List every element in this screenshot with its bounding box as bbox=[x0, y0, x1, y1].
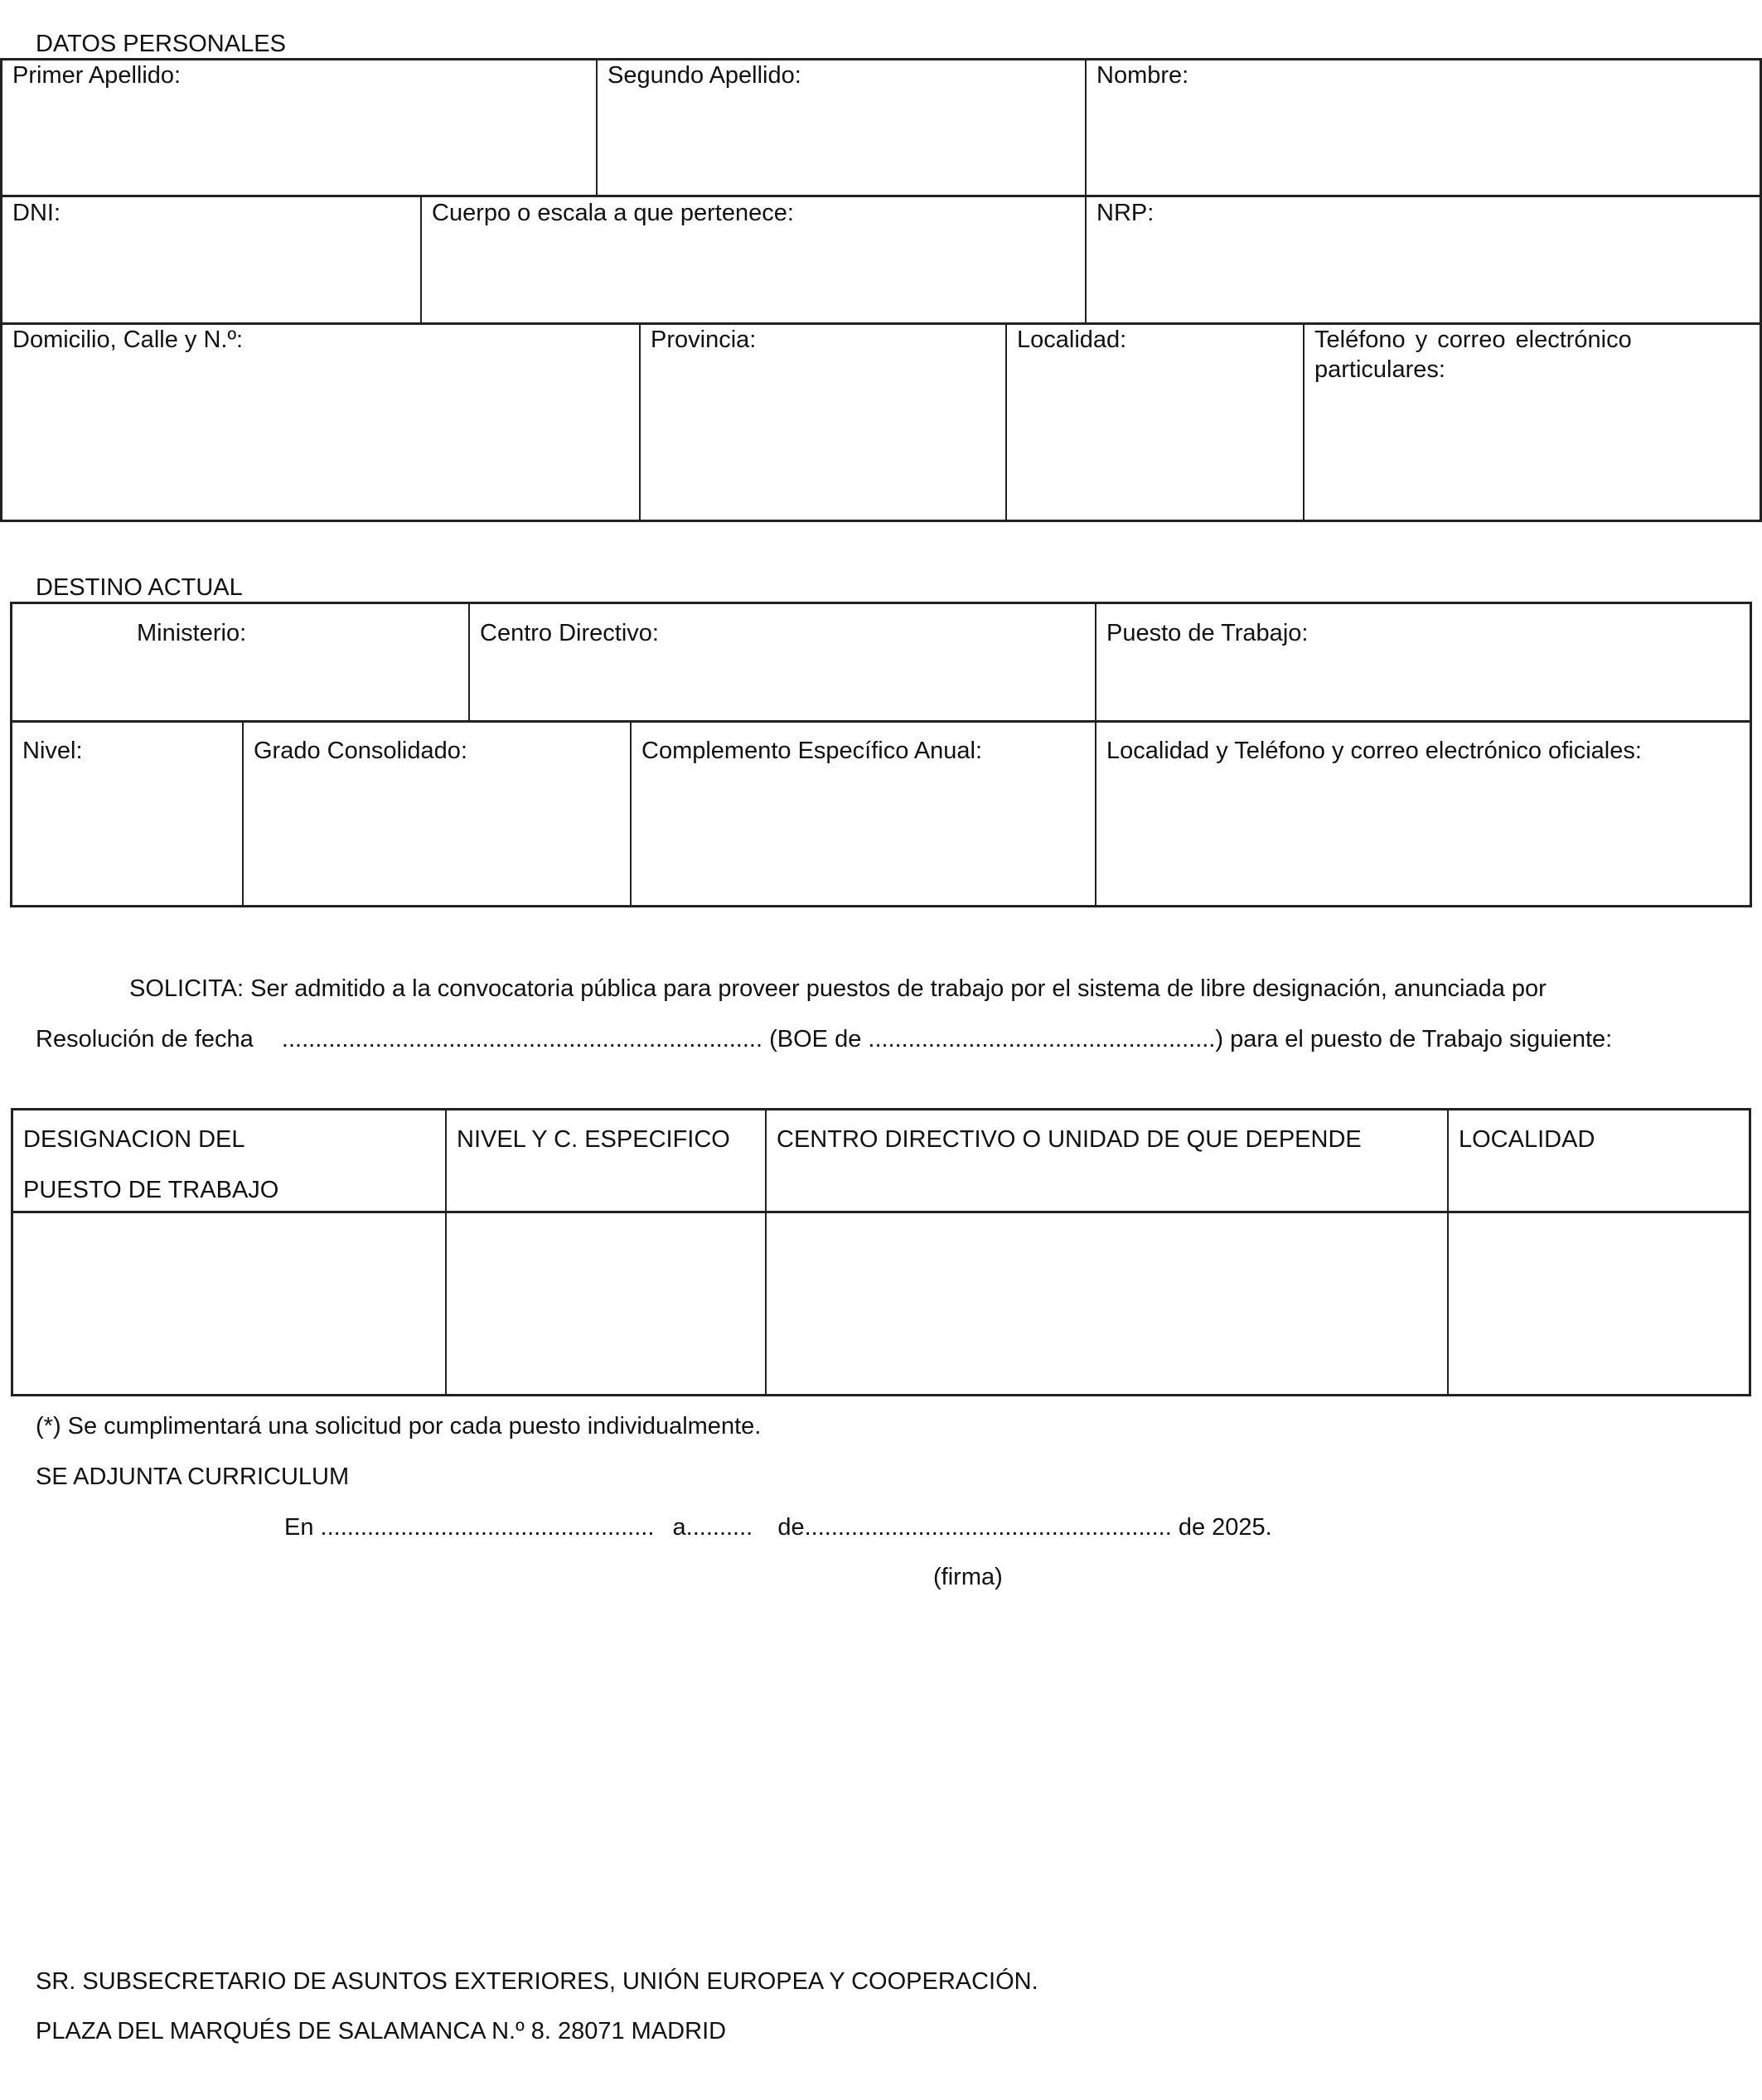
addressee-line-2: PLAZA DEL MARQUÉS DE SALAMANCA N.º 8. 28071 MADRID bbox=[36, 2018, 727, 2044]
puesto-trabajo-field[interactable] bbox=[1096, 604, 1750, 720]
column-header-nivel bbox=[447, 1110, 765, 1211]
firma-label: (firma) bbox=[933, 1564, 1003, 1590]
signature-place-date-line bbox=[284, 1513, 1272, 1541]
nivel-field[interactable] bbox=[12, 723, 242, 905]
centro-directivo-label: Centro Directivo: bbox=[480, 620, 659, 646]
nivel-especifico-input[interactable] bbox=[447, 1213, 765, 1394]
addressee-line-1: SR. SUBSECRETARIO DE ASUNTOS EXTERIORES, UNIÓN EUROPEA Y COOPERACIÓN. bbox=[36, 1968, 1038, 1995]
column-header-centro-directivo bbox=[767, 1110, 1447, 1211]
column-header-centro-directivo-label: CENTRO DIRECTIVO O UNIDAD DE QUE DEPENDE bbox=[777, 1126, 1362, 1153]
provincia-field[interactable] bbox=[641, 325, 1005, 520]
column-header-nivel-label: NIVEL Y C. ESPECIFICO bbox=[457, 1126, 730, 1153]
segundo-apellido-label: Segundo Apellido: bbox=[608, 62, 801, 89]
solicita-line-2 bbox=[36, 1025, 1612, 1053]
column-header-designacion-line1: DESIGNACION DEL bbox=[23, 1126, 245, 1153]
column-header-localidad bbox=[1449, 1110, 1749, 1211]
provincia-label: Provincia: bbox=[651, 327, 757, 353]
solicita-line-1: SOLICITA: Ser admitido a la convocatoria pública para proveer puestos de trabajo por el sistema de libre designación, anunciada por bbox=[129, 975, 1547, 1002]
dni-field[interactable] bbox=[2, 197, 420, 322]
cuerpo-escala-field[interactable] bbox=[422, 197, 1085, 322]
boe-label: (BOE de bbox=[769, 1026, 862, 1052]
year-text: de 2025. bbox=[1178, 1514, 1272, 1541]
designacion-puesto-input[interactable] bbox=[13, 1213, 445, 1394]
resolucion-fecha-label: Resolución de fecha bbox=[36, 1026, 254, 1052]
domicilio-label: Domicilio, Calle y N.º: bbox=[12, 327, 244, 353]
complemento-especifico-label: Complemento Específico Anual: bbox=[641, 738, 983, 764]
centro-directivo-unidad-input[interactable] bbox=[767, 1213, 1447, 1394]
puesto-trabajo-label: Puesto de Trabajo: bbox=[1106, 620, 1309, 646]
domicilio-field[interactable] bbox=[2, 325, 639, 520]
lugar-input[interactable]: .................................................. bbox=[320, 1514, 655, 1541]
column-header-designacion-line2: PUESTO DE TRABAJO bbox=[23, 1177, 279, 1203]
complemento-especifico-field[interactable] bbox=[632, 723, 1095, 905]
telefono-correo-field[interactable] bbox=[1305, 325, 1760, 520]
section-title-datos-personales: DATOS PERSONALES bbox=[36, 31, 286, 57]
dia-input[interactable]: a.......... bbox=[672, 1514, 753, 1541]
puesto-siguiente-label: ) para el puesto de Trabajo siguiente: bbox=[1215, 1026, 1613, 1052]
localidad-telefono-oficiales-field[interactable] bbox=[1096, 723, 1750, 905]
nombre-label: Nombre: bbox=[1096, 62, 1189, 89]
nrp-field[interactable] bbox=[1087, 197, 1760, 322]
mes-input[interactable]: de....................................................... bbox=[777, 1514, 1172, 1541]
footnote-text: (*) Se cumplimentará una solicitud por cada puesto individualmente. bbox=[36, 1413, 762, 1440]
signature-area[interactable] bbox=[746, 1599, 1243, 1848]
primer-apellido-label: Primer Apellido: bbox=[12, 62, 182, 89]
localidad-field[interactable] bbox=[1007, 325, 1303, 520]
grado-consolidado-field[interactable] bbox=[244, 723, 630, 905]
localidad-puesto-input[interactable] bbox=[1449, 1213, 1749, 1394]
adjunta-curriculum-text: SE ADJUNTA CURRICULUM bbox=[36, 1464, 350, 1490]
centro-directivo-field[interactable] bbox=[470, 604, 1095, 720]
column-header-designacion bbox=[13, 1110, 445, 1211]
nombre-field[interactable] bbox=[1087, 60, 1760, 195]
ministerio-field[interactable] bbox=[12, 604, 468, 720]
segundo-apellido-field[interactable] bbox=[598, 60, 1085, 195]
cuerpo-escala-label: Cuerpo o escala a que pertenece: bbox=[432, 200, 794, 226]
column-header-localidad-label: LOCALIDAD bbox=[1459, 1126, 1595, 1153]
boe-fecha-input[interactable]: .................................................... bbox=[868, 1026, 1216, 1052]
section-title-destino-actual: DESTINO ACTUAL bbox=[36, 574, 243, 601]
telefono-correo-label: Teléfono y correo electrónico particulares: bbox=[1314, 327, 1632, 383]
grado-consolidado-label: Grado Consolidado: bbox=[254, 738, 467, 764]
ministerio-label: Ministerio: bbox=[137, 620, 247, 646]
localidad-label: Localidad: bbox=[1017, 327, 1127, 353]
nivel-label: Nivel: bbox=[22, 738, 83, 764]
primer-apellido-field[interactable] bbox=[2, 60, 596, 195]
nrp-label: NRP: bbox=[1096, 200, 1154, 226]
localidad-telefono-oficiales-label: Localidad y Teléfono y correo electrónico oficiales: bbox=[1106, 738, 1642, 764]
resolucion-fecha-input[interactable]: ........................................................................ bbox=[281, 1026, 763, 1052]
en-label: En bbox=[284, 1514, 314, 1541]
dni-label: DNI: bbox=[12, 200, 61, 226]
